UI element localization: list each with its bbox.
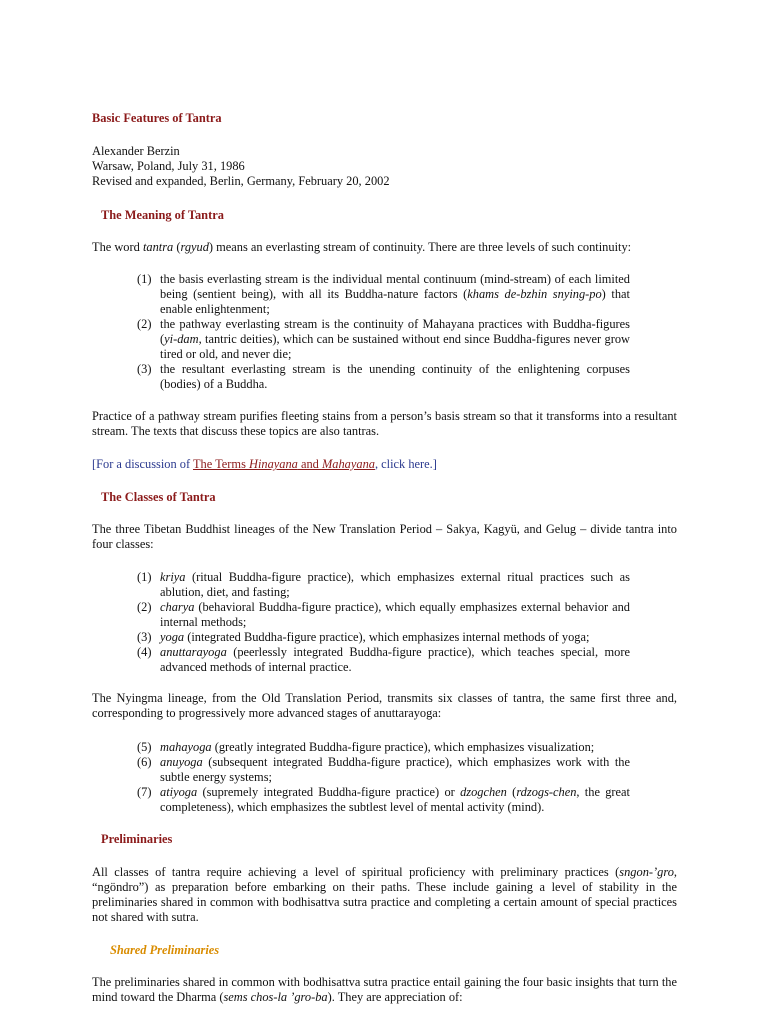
heading-shared-preliminaries: Shared Preliminaries	[110, 943, 220, 957]
revision-note: Revised and expanded, Berlin, Germany, February 20, 2002	[92, 174, 390, 188]
nyingma-paragraph: The Nyingma lineage, from the Old Translation Period, transmits six classes of tantra, the same first three and, corresponding to progressively more advanced stages of anuttarayoga:	[92, 691, 677, 720]
classes-intro: The three Tibetan Buddhist lineages of the New Translation Period – Sakya, Kagyü, and Gelug – divide tantra into four classes:	[92, 522, 677, 551]
list-item: (7) atiyoga (supremely integrated Buddha-figure practice) or dzogchen (rdzogs-chen, the great completeness), which emphasizes the subtlest level of mental activity (mind).	[137, 785, 630, 814]
four-classes-list	[137, 570, 630, 675]
pathway-paragraph: Practice of a pathway stream purifies fleeting stains from a person’s basis stream so that it transforms into a resultant stream. The texts that discuss these topics are also tantras.	[92, 409, 677, 438]
list-item: (2) charya (behavioral Buddha-figure practice), which equally emphasizes external behavior and internal methods;	[137, 600, 630, 629]
place-date: Warsaw, Poland, July 31, 1986	[92, 159, 245, 173]
list-item: (3) yoga (integrated Buddha-figure practice), which emphasizes internal methods of yoga;	[137, 630, 590, 644]
continuity-list	[137, 272, 630, 392]
meaning-intro: The word tantra (rgyud) means an everlasting stream of continuity. There are three levels of such continuity:	[92, 240, 632, 254]
list-item: (3) the resultant everlasting stream is the unending continuity of the enlightening corpuses (bodies) of a Buddha.	[137, 362, 630, 391]
heading-preliminaries: Preliminaries	[101, 832, 173, 846]
preliminaries-paragraph: All classes of tantra require achieving a level of spiritual proficiency with preliminary practices (sngon-’gro, “ngöndro”) as preparation before embarking on their paths. These include gaining a level of stability in the preliminaries shared in common with bodhisattva sutra practice and completing a certain amount of special practices not shared with sutra.	[92, 865, 677, 924]
list-item: (4) anuttarayoga (peerlessly integrated Buddha-figure practice), which teaches special, more advanced methods of internal practice.	[137, 645, 630, 674]
author: Alexander Berzin	[92, 144, 180, 158]
list-item: (5) mahayoga (greatly integrated Buddha-figure practice), which emphasizes visualization;	[137, 740, 595, 754]
list-item: (1) the basis everlasting stream is the individual mental continuum (mind-stream) of each limited being (sentient being), with all its Buddha-nature factors (khams de-bzhin snying-po) that enable enlightenment;	[137, 272, 630, 316]
heading-classes-of-tantra: The Classes of Tantra	[101, 490, 216, 504]
nyingma-classes-list	[137, 740, 630, 815]
shared-preliminaries-paragraph: The preliminaries shared in common with bodhisattva sutra practice entail gaining the four basic insights that turn the mind toward the Dharma (sems chos-la ’gro-ba). They are appreciation of:	[92, 975, 677, 1004]
document-title: Basic Features of Tantra	[92, 111, 222, 125]
terms-hinayana-mahayana-link[interactable]: The Terms Hinayana and Mahayana	[192, 457, 375, 471]
list-item: (1) kriya (ritual Buddha-figure practice), which emphasizes external ritual practices such as ablution, diet, and fasting;	[137, 570, 630, 599]
list-item: (6) anuyoga (subsequent integrated Buddha-figure practice), which emphasizes work with the subtle energy systems;	[137, 755, 630, 784]
hinayana-link-line: [For a discussion of The Terms Hinayana and Mahayana, click here.]	[92, 457, 437, 471]
list-item: (2) the pathway everlasting stream is the continuity of Mahayana practices with Buddha-figures (yi-dam, tantric deities), which can be sustained without end since Buddha-figures never grow tired or old, and never die;	[137, 317, 630, 361]
heading-meaning-of-tantra: The Meaning of Tantra	[101, 208, 224, 222]
